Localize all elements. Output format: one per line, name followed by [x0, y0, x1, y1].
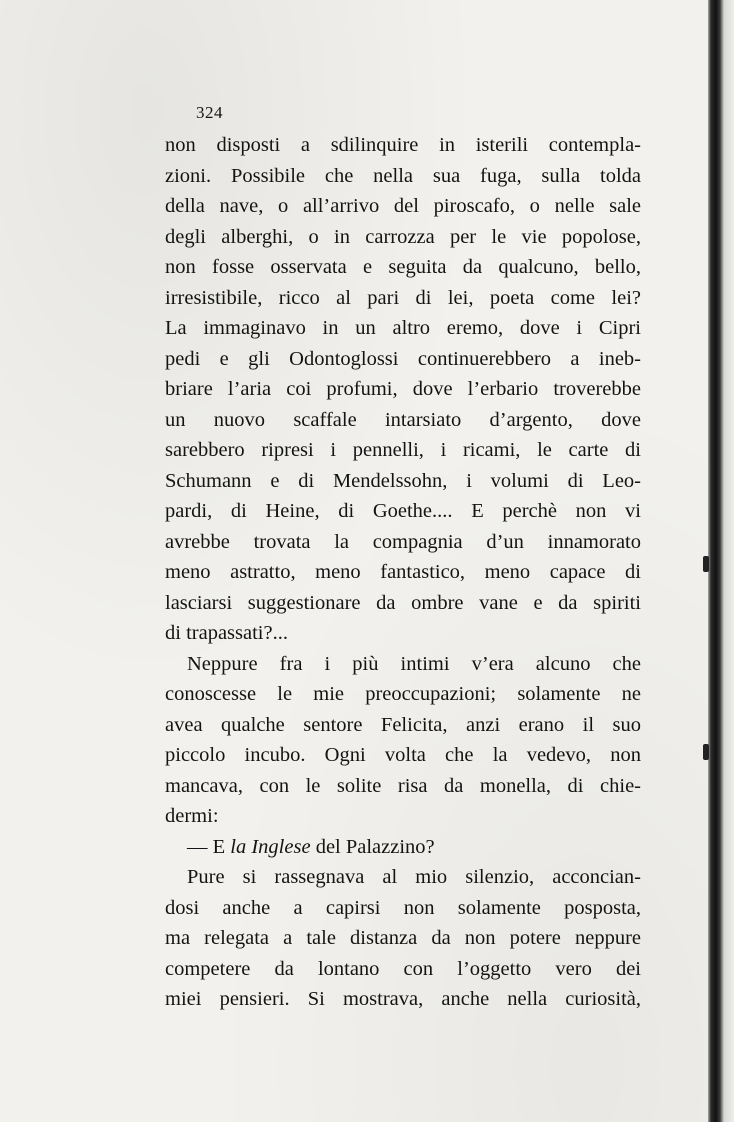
- body-text: [165, 130, 641, 1015]
- edge-mark: [703, 556, 709, 572]
- dialogue-prefix: — E: [187, 835, 231, 858]
- page-spine-edge: [708, 0, 734, 1122]
- text-line: irresistibile, ricco al pari di lei, poeta come lei?: [165, 286, 641, 309]
- text-line: miei pensieri. Si mostrava, anche nella curiosità,: [165, 988, 641, 1010]
- text-line: meno astratto, meno fantastico, meno capace di: [165, 561, 641, 583]
- page-number: 324: [196, 103, 223, 122]
- text-line: pedi e gli Odontoglossi continuerebbero a ineb-: [165, 347, 641, 370]
- italic-phrase: la Inglese: [230, 835, 311, 858]
- text-line: La immaginavo in un altro eremo, dove i Cipri: [165, 317, 641, 339]
- text-line: sarebbero ripresi i pennelli, i ricami, le carte di: [165, 439, 641, 461]
- text-line: non fosse osservata e seguita da qualcuno, bello,: [165, 256, 641, 278]
- text-line: di trapassati?...: [165, 622, 288, 644]
- text-line: Schumann e di Mendelssohn, i volumi di Leo-: [165, 469, 641, 492]
- text-line: dosi anche a capirsi non solamente posposta,: [165, 896, 641, 919]
- text-line: pardi, di Heine, di Goethe.... E perchè non vi: [165, 500, 641, 522]
- text-line: conoscesse le mie preoccupazioni; solamente ne: [165, 683, 641, 705]
- text-line: avea qualche sentore Felicita, anzi erano il suo: [165, 713, 641, 736]
- edge-mark: [703, 744, 709, 760]
- text-line: ma relegata a tale distanza da non potere neppure: [165, 927, 641, 949]
- text-line: della nave, o all’arrivo del piroscafo, o nelle sale: [165, 195, 641, 217]
- text-line: Pure si rassegnava al mio silenzio, acconcian-: [187, 866, 641, 888]
- text-line: zioni. Possibile che nella sua fuga, sulla tolda: [165, 164, 641, 187]
- dialogue-suffix: del Palazzino?: [310, 835, 435, 858]
- text-line: non disposti a sdilinquire in isterili contempla-: [165, 134, 641, 156]
- text-line: un nuovo scaffale intarsiato d’argento, dove: [165, 408, 641, 431]
- text-line: avrebbe trovata la compagnia d’un innamorato: [165, 530, 641, 553]
- text-line: competere da lontano con l’oggetto vero dei: [165, 957, 641, 980]
- text-line: briare l’aria coi profumi, dove l’erbario troverebbe: [165, 378, 641, 400]
- text-line: mancava, con le solite risa da monella, di chie-: [165, 774, 641, 797]
- text-line: lasciarsi suggestionare da ombre vane e da spiriti: [165, 591, 641, 614]
- text-line: degli alberghi, o in carrozza per le vie popolose,: [165, 225, 641, 248]
- text-line: dermi:: [165, 805, 219, 827]
- text-line: piccolo incubo. Ogni volta che la vedevo, non: [165, 744, 641, 766]
- text-line: Neppure fra i più intimi v’era alcuno che: [187, 652, 641, 675]
- dialogue-line: [165, 832, 641, 863]
